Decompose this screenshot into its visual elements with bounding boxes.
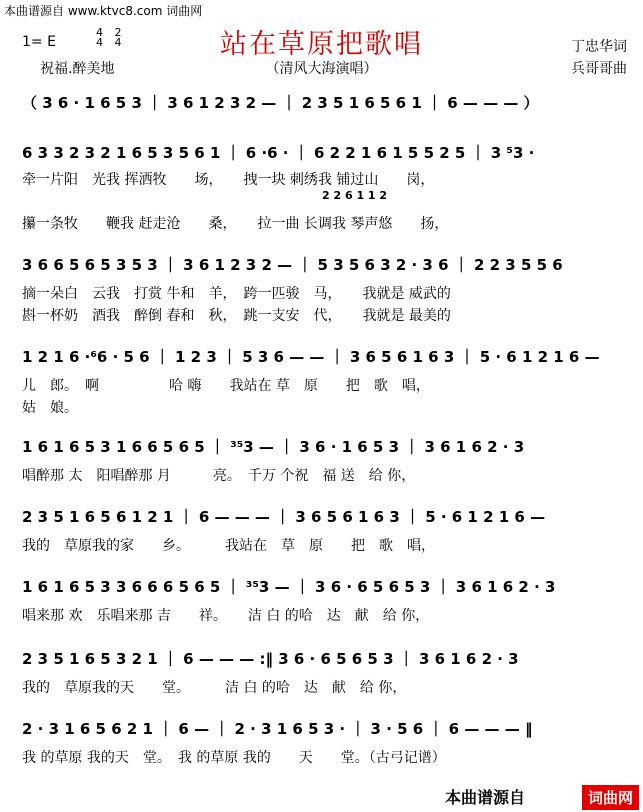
footer-site-badge[interactable]: 词曲网	[582, 785, 639, 810]
system-5-notes: 1 6 1 6 5 3 1 6 6 5 6 5 ｜ ³⁵3 — ｜ 3 6 · 1 6 5 3 ｜ 3 6 1 6 2 · 3	[22, 438, 525, 456]
system-2-extra-notes: 2 2 6 1 1 2	[322, 189, 388, 202]
time-sig-bottom: 4 4	[96, 36, 126, 49]
system-3-lyric-2: 斟一杯奶 酒我 醉倒 春和 秋， 跳一支安 代， 我就是 最美的	[22, 308, 451, 324]
system-9-notes: 2 · 3 1 6 5 6 2 1 ｜ 6 — ｜ 2 · 3 1 6 5 3 · ｜ 3 · 5 6 ｜ 6 — — — ‖	[22, 720, 533, 738]
site-header-text: 本曲谱源自 www.ktvc8.com 词曲网	[4, 4, 203, 18]
system-2-lyric-2: 攥一条牧 鞭我 赶走沧 桑， 拉一曲 长调我 琴声悠 扬，	[22, 216, 449, 232]
system-7-notes: 1 6 1 6 5 3 3 6 6 6 5 6 5 ｜ ³⁵3 — ｜ 3 6 · 6 5 6 5 3 ｜ 3 6 1 6 2 · 3	[22, 578, 556, 596]
system-3-lyric-1: 摘一朵白 云我 打赏 牛和 羊， 跨一匹骏 马， 我就是 威武的	[22, 286, 451, 302]
performer-text: （清风大海演唱）	[265, 61, 378, 77]
lyricist-credit: 丁忠华词	[571, 39, 627, 55]
system-4-notes: 1 2 1 6 ·⁶6 · 5 6 ｜ 1 2 3 ｜ 5 3 6 — — ｜ 3 6 5 6 1 6 3 ｜ 5 · 6 1 2 1 6 —	[22, 348, 600, 366]
system-4-lyric-1: 儿 郎。 啊 哈 嗨 我站在 草 原 把 歌 唱，	[22, 378, 430, 394]
composer-credit: 兵哥哥曲	[571, 61, 627, 77]
system-9-lyric-1: 我 的草原 我的天 堂。 我 的草原 我的 天 堂。（古弓记谱）	[22, 750, 446, 766]
system-4-lyric-2: 姑 娘。	[22, 400, 78, 416]
key-signature: 1= E	[22, 34, 56, 50]
time-sig-top: 4 2	[96, 26, 126, 39]
system-2-notes: 6 3 3 2 3 2 1 6 5 3 5 6 1 ｜ 6 ·6 · ｜ 6 2 2 1 6 1 5 5 2 5 ｜ 3 ⁵3 ·	[22, 144, 535, 162]
system-6-notes: 2 3 5 1 6 5 6 1 2 1 ｜ 6 — — — ｜ 3 6 5 6 1 6 3 ｜ 5 · 6 1 2 1 6 —	[22, 508, 546, 526]
system-6-lyric-1: 我的 草原我的家 乡。 我站在 草 原 把 歌 唱，	[22, 538, 435, 554]
system-8-lyric-1: 我的 草原我的天 堂。 洁 白 的哈 达 献 给 你，	[22, 680, 407, 696]
dedication-text: 祝福.醉美地	[40, 61, 115, 77]
system-1-notes: （ 3 6 · 1 6 5 3 ｜ 3 6 1 2 3 2 — ｜ 2 3 5 1 6 5 6 1 ｜ 6 — — — ）	[22, 94, 539, 112]
footer-source-text: 本曲谱源自	[444, 788, 525, 807]
system-2-lyric-1: 牵一片阳 光我 挥洒牧 场， 拽一块 刺绣我 铺过山 岗，	[22, 172, 435, 188]
system-7-lyric-1: 唱来那 欢 乐唱来那 吉 祥。 洁 白 的哈 达 献 给 你，	[22, 608, 430, 624]
system-8-notes: 2 3 5 1 6 5 3 2 1 ｜ 6 — — — :‖ 3 6 · 6 5 6 5 3 ｜ 3 6 1 6 2 · 3	[22, 650, 519, 668]
song-title: 站在草原把歌唱	[220, 29, 423, 60]
system-5-lyric-1: 唱醉那 太 阳唱醉那 月 亮。 千万 个祝 福 送 给 你，	[22, 468, 416, 484]
system-3-notes: 3 6 6 5 6 5 3 5 3 ｜ 3 6 1 2 3 2 — ｜ 5 3 5 6 3 2 · 3 6 ｜ 2 2 3 5 5 6	[22, 256, 563, 274]
